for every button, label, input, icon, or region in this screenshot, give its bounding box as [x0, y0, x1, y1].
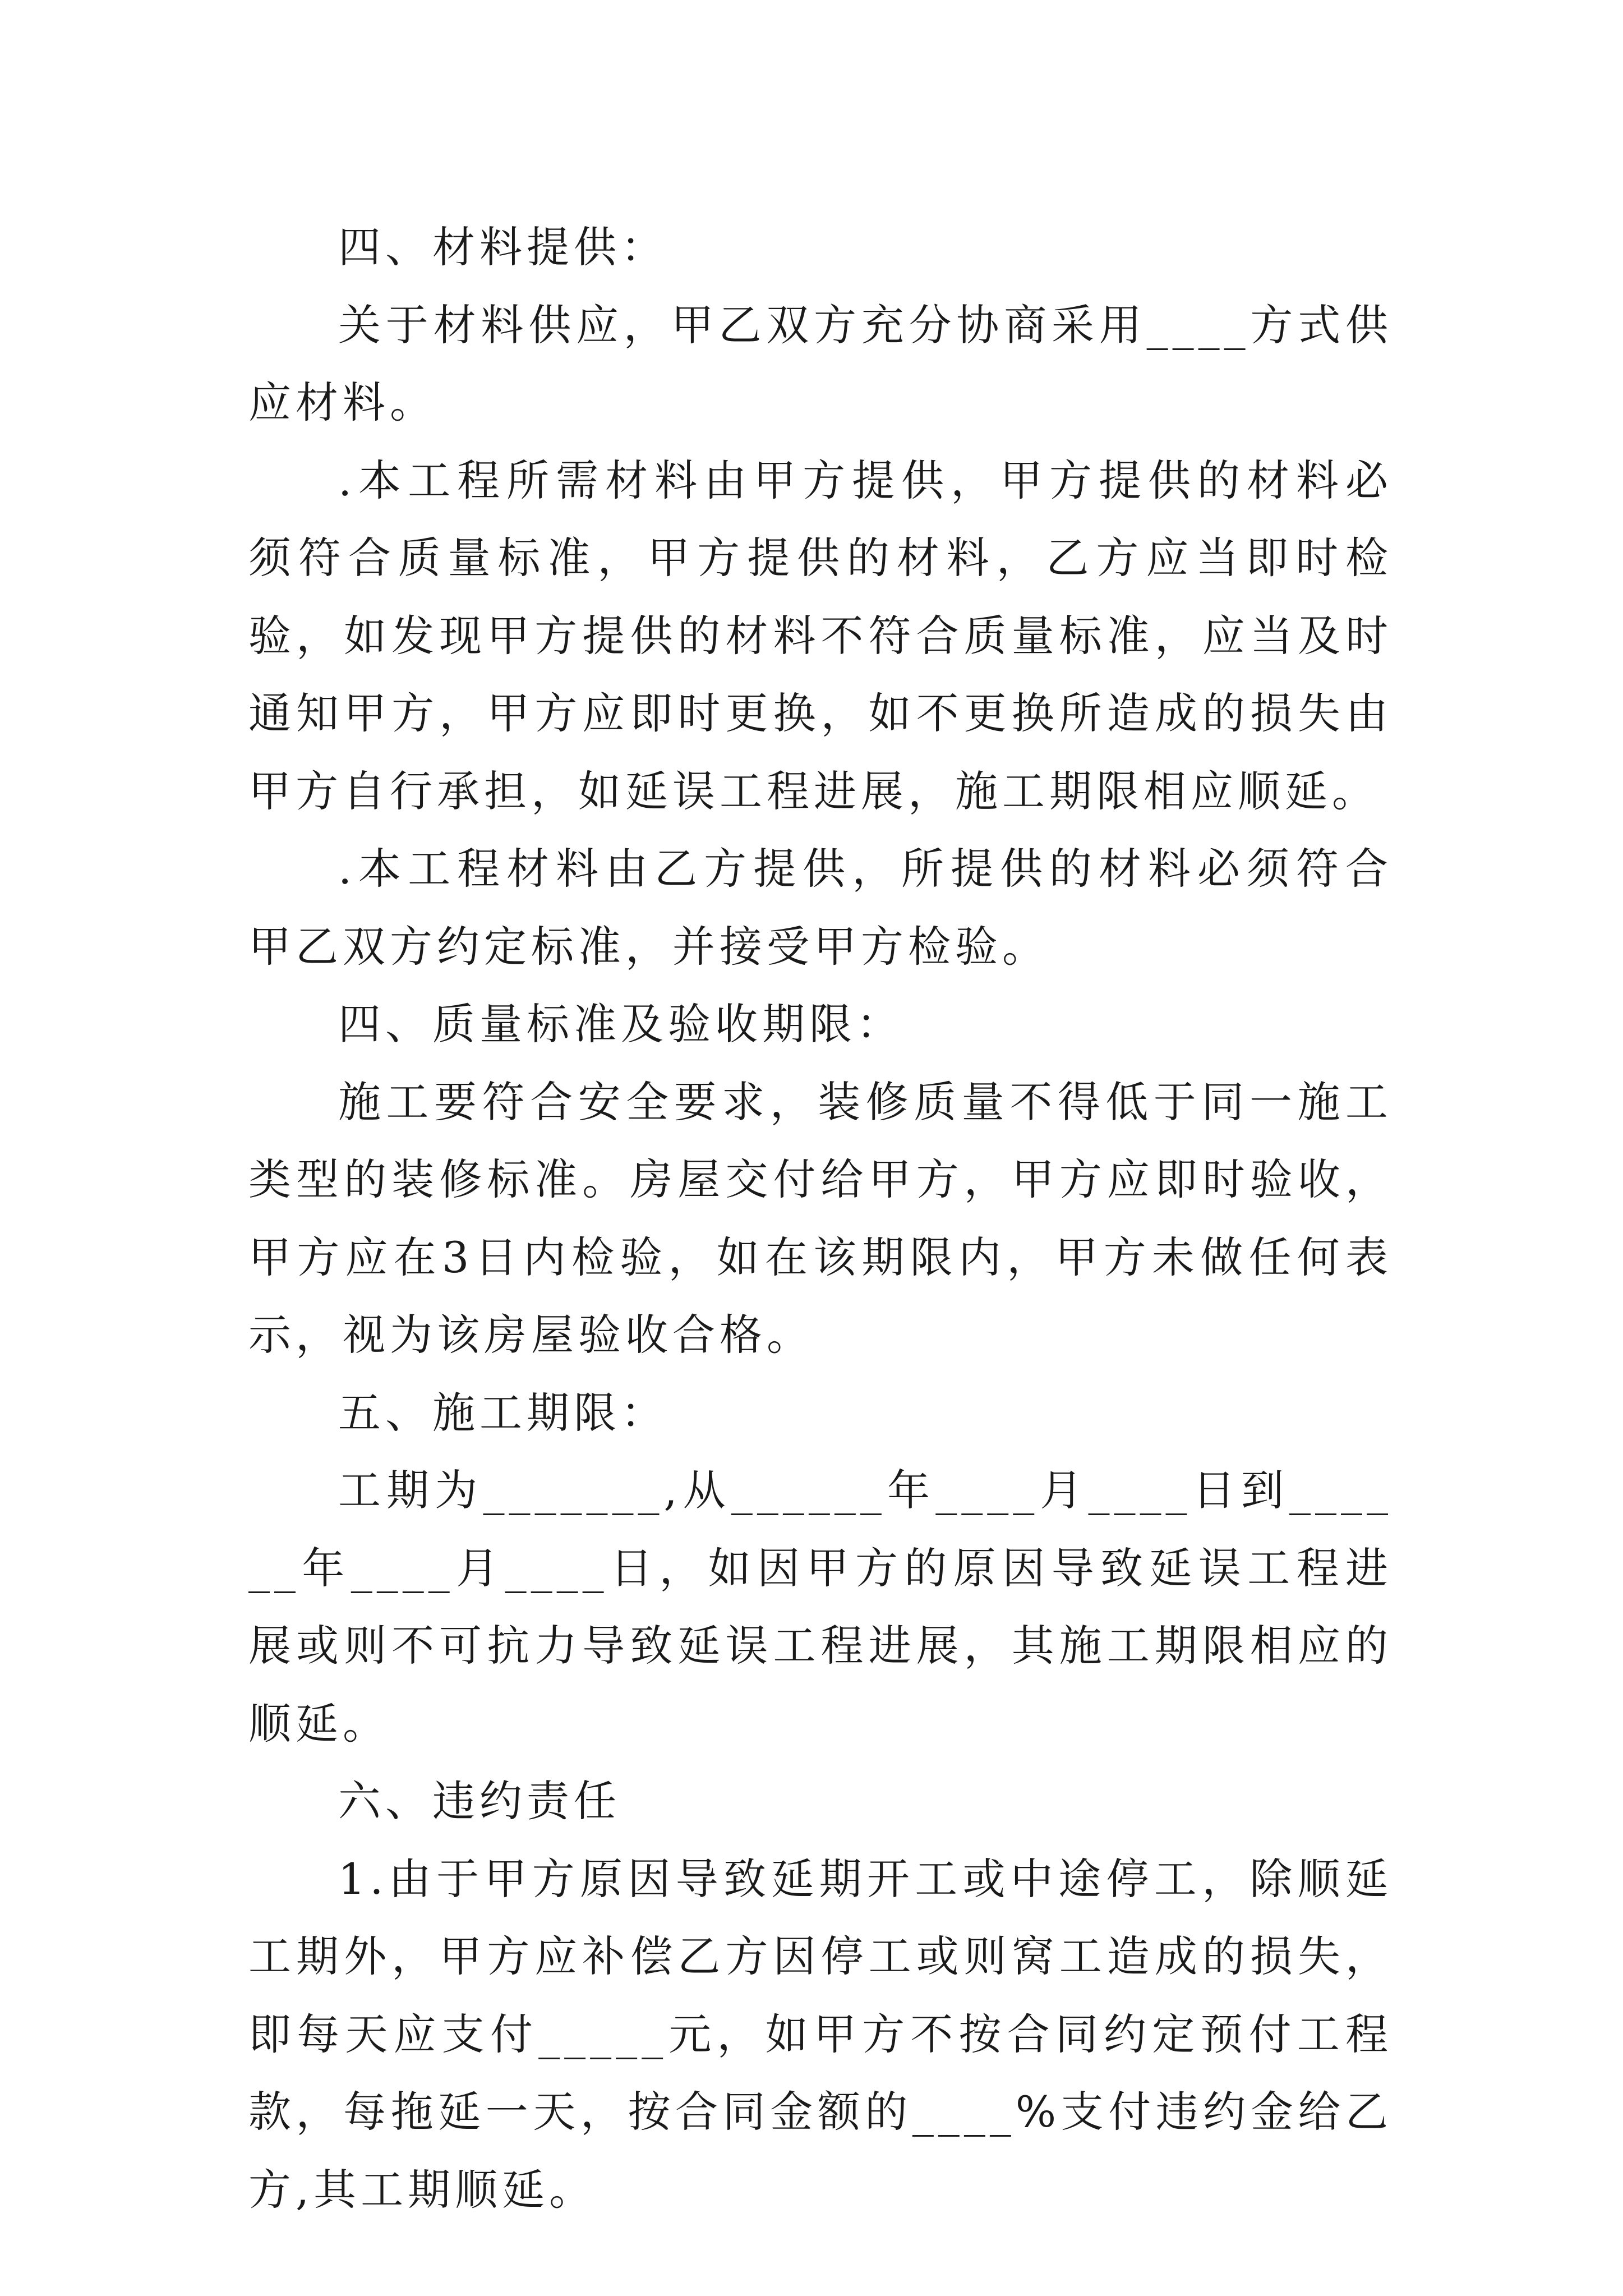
paragraph-material-supply-method: 关于材料供应，甲乙双方充分协商采用____方式供应材料。: [248, 300, 1393, 427]
paragraph-quality-standard: 施工要符合安全要求，装修质量不得低于同一施工类型的装修标准。房屋交付给甲方，甲方应即时验收，甲方应在3日内检验，如在该期限内，甲方未做任何表示，视为该房屋验收合格。: [248, 1076, 1393, 1360]
section-heading-quality: 四、质量标准及验收期限：: [338, 999, 903, 1049]
section-heading-liability: 六、违约责任: [338, 1776, 621, 1826]
paragraph-party-a-materials: .本工程所需材料由甲方提供，甲方提供的材料必须符合质量标准，甲方提供的材料，乙方应当即时检验，如发现甲方提供的材料不符合质量标准，应当及时通知甲方，甲方应即时更换，如不更换所造成的损失由甲方自行承担，如延误工程进展，施工期限相应顺延。: [248, 455, 1393, 816]
document-body: [248, 209, 1393, 2229]
paragraph-party-b-materials: .本工程材料由乙方提供，所提供的材料必须符合甲乙双方约定标准，并接受甲方检验。: [248, 844, 1393, 972]
paragraph-construction-period: 工期为_______,从______年____月____日到______年____月____日，如因甲方的原因导致延误工程进展或则不可抗力导致延误工程进展，其施工期限相应的顺延。: [248, 1465, 1393, 1749]
paragraph-liability-clause-1: 1.由于甲方原因导致延期开工或中途停工，除顺延工期外，甲方应补偿乙方因停工或则窝工造成的损失，即每天应支付_____元，如甲方不按合同约定预付工程款，每拖延一天，按合同金额的____%支付违约金给乙方,其工期顺延。: [248, 1853, 1393, 2215]
section-heading-materials: 四、材料提供：: [338, 222, 668, 272]
section-heading-schedule: 五、施工期限：: [338, 1387, 668, 1438]
